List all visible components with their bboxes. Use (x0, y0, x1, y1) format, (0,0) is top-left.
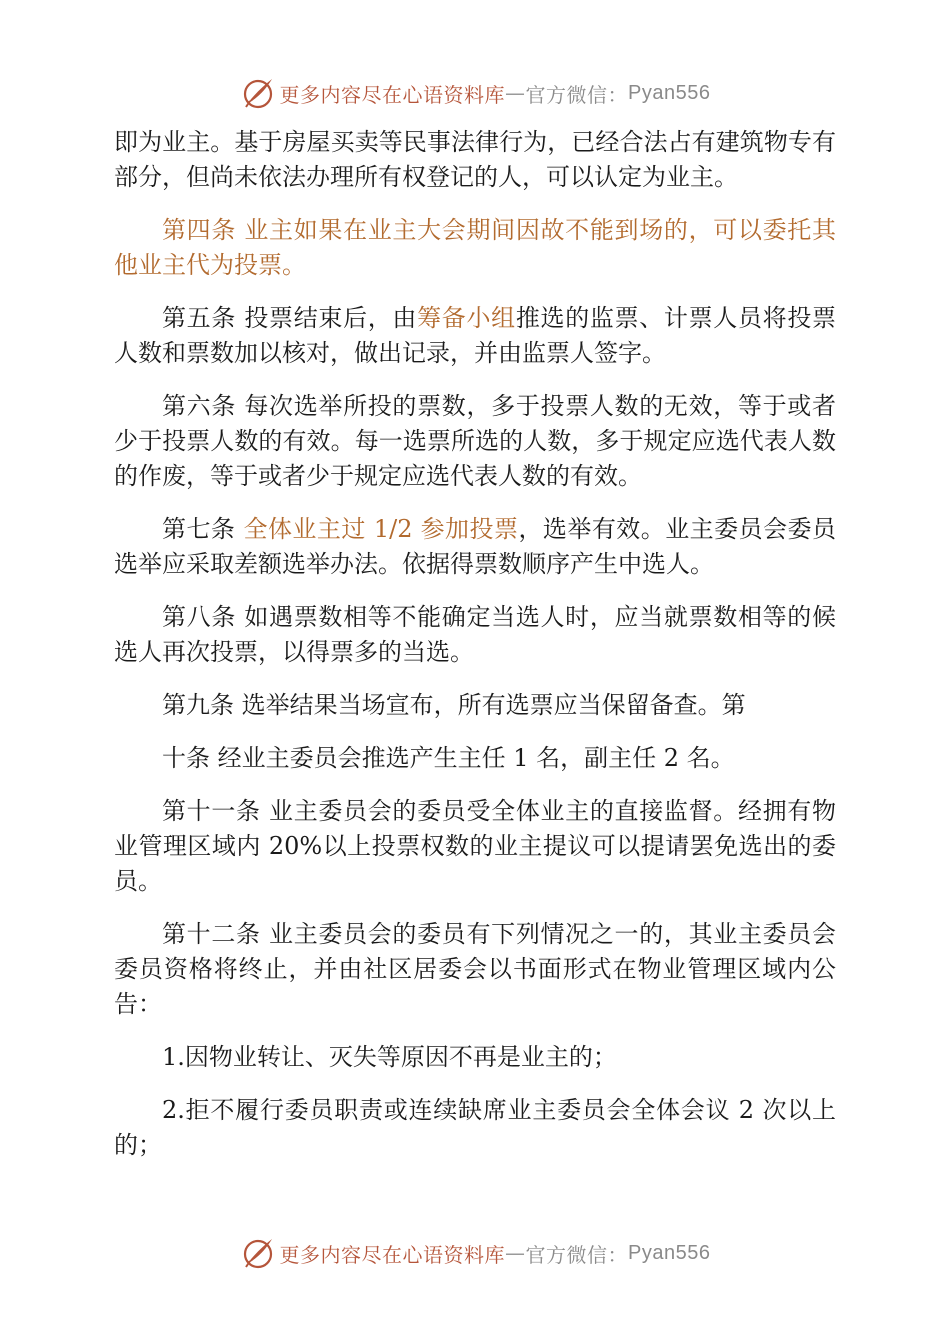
banner-title: 更多内容尽在心语资料库 (279, 82, 506, 107)
article-7-highlight: 全体业主过 1/2 参加投票 (243, 515, 519, 543)
article-9: 第九条 选举结果当场宣布，所有选票应当保留备查。第 (162, 691, 746, 719)
list-item-1: 1.因物业转让、灭失等原因不再是业主的； (162, 1043, 617, 1071)
paragraph: 即为业主。基于房屋买卖等民事法律行为，已经合法占有建筑物专有部分，但尚未依法办理所有权登记的人，可以认定为业主。 (114, 128, 836, 191)
article-6: 第六条 每次选举所投的票数，多于投票人数的无效，等于或者少于投票人数的有效。每一选票所选的人数，多于规定应选代表人数的作废，等于或者少于规定应选代表人数的有效。 (114, 392, 836, 490)
banner-wechat-id: Pyan556 (628, 1241, 711, 1264)
banner-dash: — (505, 81, 526, 105)
quill-logo-icon (240, 75, 276, 111)
list-item-2: 2.拒不履行委员职责或连续缺席业主委员会全体会议 2 次以上的； (114, 1096, 836, 1159)
article-5-highlight: 筹备小组 (417, 304, 516, 332)
article-5-text: 第五条 投票结束后，由 (162, 304, 418, 332)
article-7-text-rest: ，选举有效。业主委员会委员选举应采取差额选举办法。依据得票数顺序产生中选人。 (114, 515, 836, 578)
banner-wechat-label: 官方微信： (525, 82, 629, 107)
banner-dash: — (505, 1241, 526, 1265)
banner-wechat-label: 官方微信： (525, 1242, 629, 1267)
document-body (114, 125, 836, 1181)
article-4: 第四条 业主如果在业主大会期间因故不能到场的，可以委托其他业主代为投票。 (114, 216, 836, 279)
header-banner (0, 73, 950, 113)
quill-logo-icon (240, 1235, 276, 1271)
article-10: 十条 经业主委员会推选产生主任 1 名，副主任 2 名。 (162, 744, 735, 772)
footer-banner (0, 1233, 950, 1273)
article-7-text: 第七条 (162, 515, 244, 543)
banner-title: 更多内容尽在心语资料库 (279, 1242, 506, 1267)
article-11: 第十一条 业主委员会的委员受全体业主的直接监督。经拥有物业管理区域内 20%以上投票权数的业主提议可以提请罢免选出的委员。 (114, 797, 836, 895)
article-5 (114, 301, 836, 371)
article-5-text-rest: 推选的监票、计票人员将投票人数和票数加以核对，做出记录，并由监票人签字。 (114, 304, 837, 367)
banner-wechat-id: Pyan556 (628, 81, 711, 104)
article-12: 第十二条 业主委员会的委员有下列情况之一的，其业主委员会委员资格将终止，并由社区居委会以书面形式在物业管理区域内公告： (114, 920, 836, 1018)
article-8: 第八条 如遇票数相等不能确定当选人时，应当就票数相等的候选人再次投票，以得票多的当选。 (114, 603, 836, 666)
article-7 (114, 512, 836, 582)
